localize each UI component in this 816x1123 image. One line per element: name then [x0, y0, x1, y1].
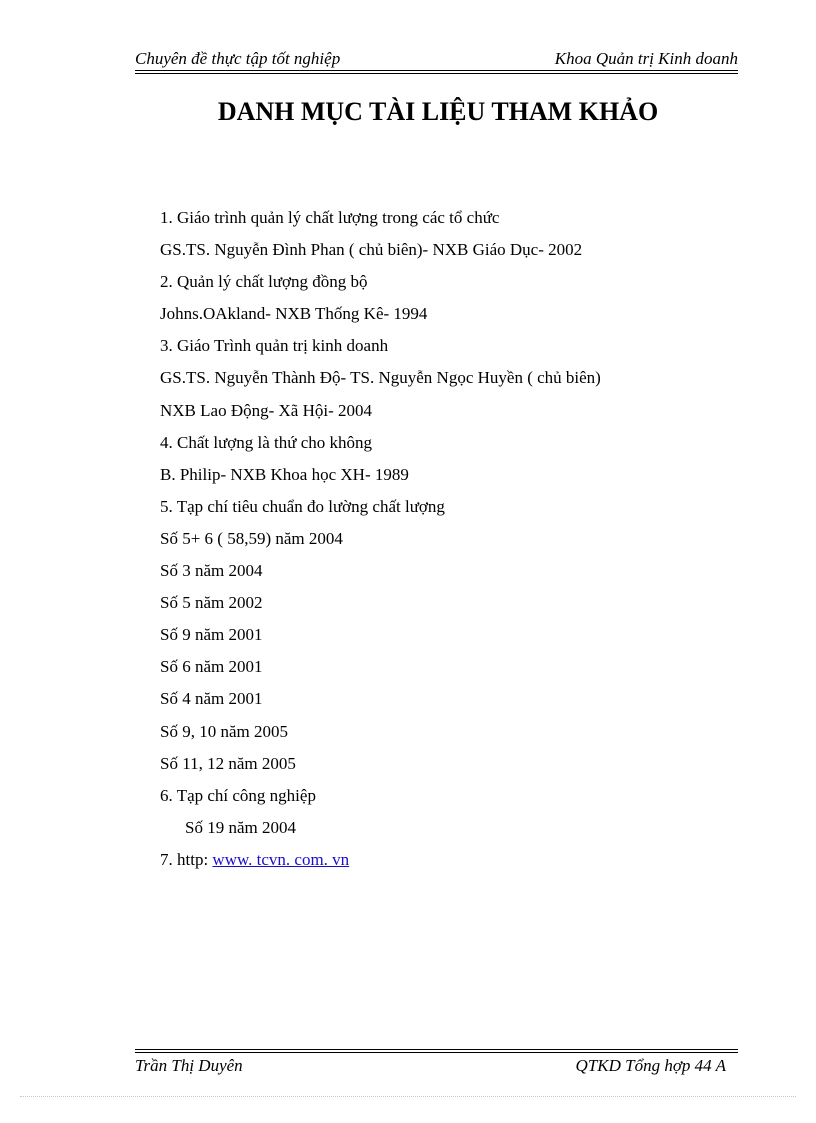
reference-5-issue: Số 9, 10 năm 2005 [160, 721, 288, 741]
page-title: DANH MỤC TÀI LIỆU THAM KHẢO [217, 97, 659, 126]
page-bottom-border [20, 1096, 796, 1097]
reference-5-issue: Số 6 năm 2001 [160, 657, 263, 677]
reference-3-publisher: NXB Lao Động- Xã Hội- 2004 [160, 400, 372, 420]
reference-5-issue: Số 9 năm 2001 [160, 625, 263, 645]
reference-6-detail: Số 19 năm 2004 [185, 817, 296, 837]
reference-1-title: 1. Giáo trình quản lý chất lượng trong các tổ chức [160, 208, 500, 227]
reference-7-link[interactable]: www. tcvn. com. vn [212, 849, 350, 869]
reference-list [160, 202, 601, 876]
reference-4-detail: B. Philip- NXB Khoa học XH- 1989 [160, 464, 409, 484]
reference-3-title: 3. Giáo Trình quản trị kinh doanh [160, 336, 389, 356]
reference-5-issue: Số 5 năm 2002 [160, 593, 263, 613]
reference-5-issue: Số 4 năm 2001 [160, 689, 263, 709]
reference-7-prefix: 7. http: [160, 849, 209, 869]
reference-2-detail: Johns.OAkland- NXB Thống Kê- 1994 [160, 304, 428, 324]
footer-left-text: Trần Thị Duyên [135, 1056, 243, 1075]
reference-5-issue: Số 5+ 6 ( 58,59) năm 2004 [160, 528, 343, 548]
reference-1-detail: GS.TS. Nguyễn Đình Phan ( chủ biên)- NXB Giáo Dục- 2002 [160, 240, 583, 260]
reference-3-authors: GS.TS. Nguyễn Thành Độ- TS. Nguyễn Ngọc Huyền ( chủ biên) [160, 368, 601, 388]
reference-4-title: 4. Chất lượng là thứ cho không [160, 432, 373, 452]
footer-right-text: QTKD Tổng hợp 44 A [575, 1056, 726, 1075]
reference-5-issue: Số 3 năm 2004 [160, 561, 263, 581]
header-right-text: Khoa Quản trị Kinh doanh [554, 49, 738, 68]
page-header [135, 46, 738, 74]
page-footer [135, 1049, 738, 1079]
reference-6-title: 6. Tạp chí công nghiệp [160, 785, 316, 805]
reference-7 [160, 844, 601, 876]
header-left-text: Chuyên đề thực tập tốt nghiệp [135, 49, 341, 68]
reference-5-title: 5. Tạp chí tiêu chuẩn đo lường chất lượng [160, 496, 445, 516]
header-rule [135, 70, 738, 74]
reference-2-title: 2. Quản lý chất lượng đồng bộ [160, 272, 368, 292]
reference-5-issue: Số 11, 12 năm 2005 [160, 753, 296, 773]
